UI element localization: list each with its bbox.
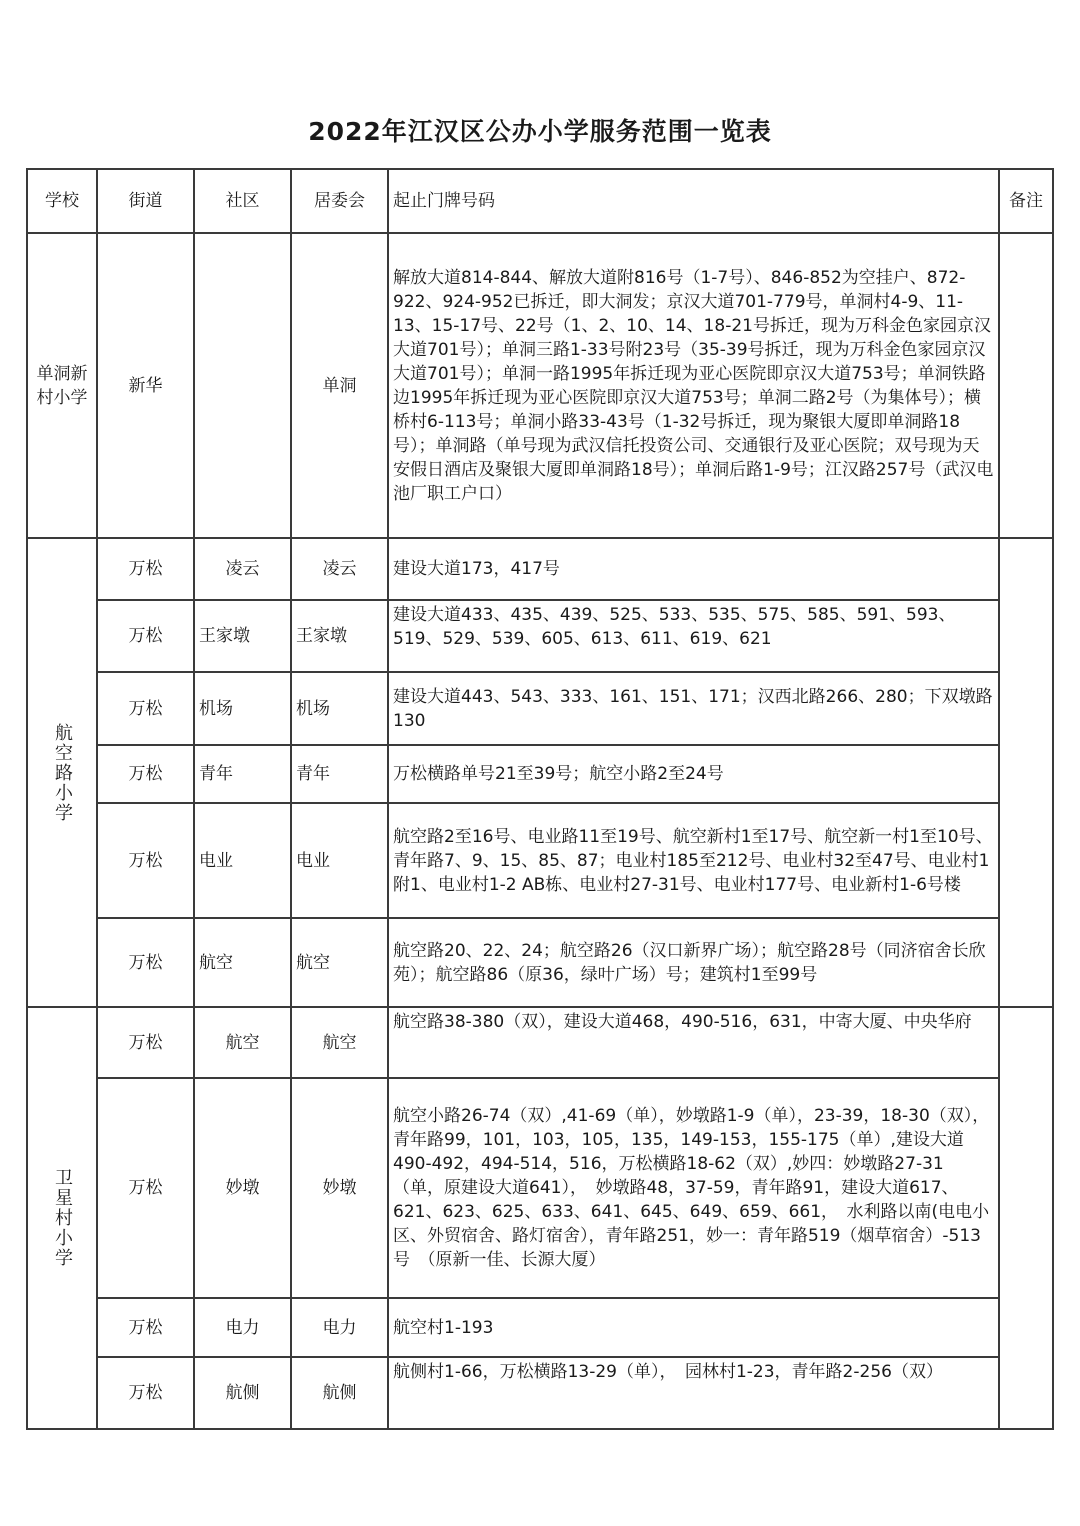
table-row	[27, 918, 1053, 1007]
community-cell: 电业	[194, 803, 291, 918]
header-address: 起止门牌号码	[388, 169, 999, 233]
table-row	[27, 1078, 1053, 1298]
street-cell: 万松	[97, 1078, 194, 1298]
committee-cell: 航侧	[291, 1357, 388, 1429]
street-cell: 万松	[97, 672, 194, 745]
address-cell: 万松横路单号21至39号；航空小路2至24号	[388, 745, 999, 803]
street-cell: 万松	[97, 918, 194, 1007]
street-cell: 万松	[97, 1007, 194, 1078]
street-cell: 新华	[97, 233, 194, 538]
address-cell: 建设大道433、435、439、525、533、535、575、585、591、593、519、529、539、605、613、611、619、621	[388, 600, 999, 672]
school-cell	[27, 538, 97, 1007]
table-row	[27, 1298, 1053, 1357]
community-cell	[194, 233, 291, 538]
school-cell	[27, 1007, 97, 1429]
committee-cell: 航空	[291, 918, 388, 1007]
school-cell: 单洞新村小学	[27, 233, 97, 538]
address-cell: 航空路38-380（双），建设大道468，490-516，631，中寄大厦、中央华府	[388, 1007, 999, 1078]
community-cell: 王家墩	[194, 600, 291, 672]
remark-cell	[999, 233, 1053, 538]
header-school: 学校	[27, 169, 97, 233]
header-committee: 居委会	[291, 169, 388, 233]
committee-cell: 电业	[291, 803, 388, 918]
school-name: 卫星村小学	[52, 1168, 73, 1268]
community-cell: 航空	[194, 1007, 291, 1078]
table-row	[27, 600, 1053, 672]
street-cell: 万松	[97, 1298, 194, 1357]
street-cell: 万松	[97, 803, 194, 918]
community-cell: 航空	[194, 918, 291, 1007]
committee-cell: 电力	[291, 1298, 388, 1357]
community-cell: 航侧	[194, 1357, 291, 1429]
address-cell: 建设大道443、543、333、161、151、171；汉西北路266、280；下双墩路130	[388, 672, 999, 745]
address-cell: 航空路20、22、24；航空路26（汉口新界广场）；航空路28号（同济宿舍长欣苑）；航空路86（原36，绿叶广场）号；建筑村1至99号	[388, 918, 999, 1007]
service-range-table	[26, 168, 1054, 1430]
address-cell: 解放大道814-844、解放大道附816号（1-7号）、846-852为空挂户、872-922、924-952已拆迁，即大洞发；京汉大道701-779号，单洞村4-9、11-13、15-17号、22号（1、2、10、14、18-21号拆迁，现为万科金色家园京汉大道701号）；单洞三路1-33号附23号（35-39号拆迁，现为万科金色家园京汉大道701号）；单洞一路1995年拆迁现为亚心医院即京汉大道753号；单洞铁路边1995年拆迁现为亚心医院即京汉大道753号；单洞二路2号（为集体号）；横桥村6-113号；单洞小路33-43号（1-32号拆迁，现为聚银大厦即单洞路18号）；单洞路（单号现为武汉信托投资公司、交通银行及亚心医院；双号现为天安假日酒店及聚银大厦即单洞路18号）；单洞后路1-9号；江汉路257号（武汉电池厂职工户口）	[388, 233, 999, 538]
committee-cell: 单洞	[291, 233, 388, 538]
community-cell: 电力	[194, 1298, 291, 1357]
street-cell: 万松	[97, 745, 194, 803]
street-cell: 万松	[97, 600, 194, 672]
committee-cell: 机场	[291, 672, 388, 745]
community-cell: 凌云	[194, 538, 291, 600]
address-cell: 航空路2至16号、电业路11至19号、航空新村1至17号、航空新一村1至10号、青年路7、9、15、85、87；电业村185至212号、电业村32至47号、电业村1附1、电业村1-2 AB栋、电业村27-31号、电业村177号、电业新村1-6号楼	[388, 803, 999, 918]
address-cell: 航空村1-193	[388, 1298, 999, 1357]
committee-cell: 凌云	[291, 538, 388, 600]
street-cell: 万松	[97, 1357, 194, 1429]
address-cell: 建设大道173，417号	[388, 538, 999, 600]
committee-cell: 航空	[291, 1007, 388, 1078]
committee-cell: 青年	[291, 745, 388, 803]
address-cell: 航空小路26-74（双）,41-69（单），妙墩路1-9（单），23-39，18-30（双），青年路99，101，103，105，135，149-153，155-175（单）,建设大道490-492，494-514，516，万松横路18-62（双）,妙四：妙墩路27-31（单，原建设大道641）， 妙墩路48，37-59，青年路91，建设大道617、621、623、625、633、641、645、649、659、661， 水利路以南(电电小区、外贸宿舍、路灯宿舍），青年路251，妙一：青年路519（烟草宿舍）-513号 （原新一佳、长源大厦）	[388, 1078, 999, 1298]
table-row	[27, 1007, 1053, 1078]
header-street: 街道	[97, 169, 194, 233]
table-row	[27, 1357, 1053, 1429]
remark-cell	[999, 1007, 1053, 1429]
street-cell: 万松	[97, 538, 194, 600]
community-cell: 妙墩	[194, 1078, 291, 1298]
page-title: 2022年江汉区公办小学服务范围一览表	[308, 117, 772, 146]
table-row	[27, 672, 1053, 745]
table-row	[27, 538, 1053, 600]
header-community: 社区	[194, 169, 291, 233]
school-name: 航空路小学	[52, 722, 73, 823]
remark-cell	[999, 538, 1053, 1007]
address-cell: 航侧村1-66，万松横路13-29（单）， 园林村1-23，青年路2-256（双）	[388, 1357, 999, 1429]
community-cell: 青年	[194, 745, 291, 803]
committee-cell: 妙墩	[291, 1078, 388, 1298]
table-row	[27, 803, 1053, 918]
committee-cell: 王家墩	[291, 600, 388, 672]
table-row	[27, 233, 1053, 538]
table-row	[27, 745, 1053, 803]
header-row	[27, 169, 1053, 233]
community-cell: 机场	[194, 672, 291, 745]
header-remark: 备注	[999, 169, 1053, 233]
